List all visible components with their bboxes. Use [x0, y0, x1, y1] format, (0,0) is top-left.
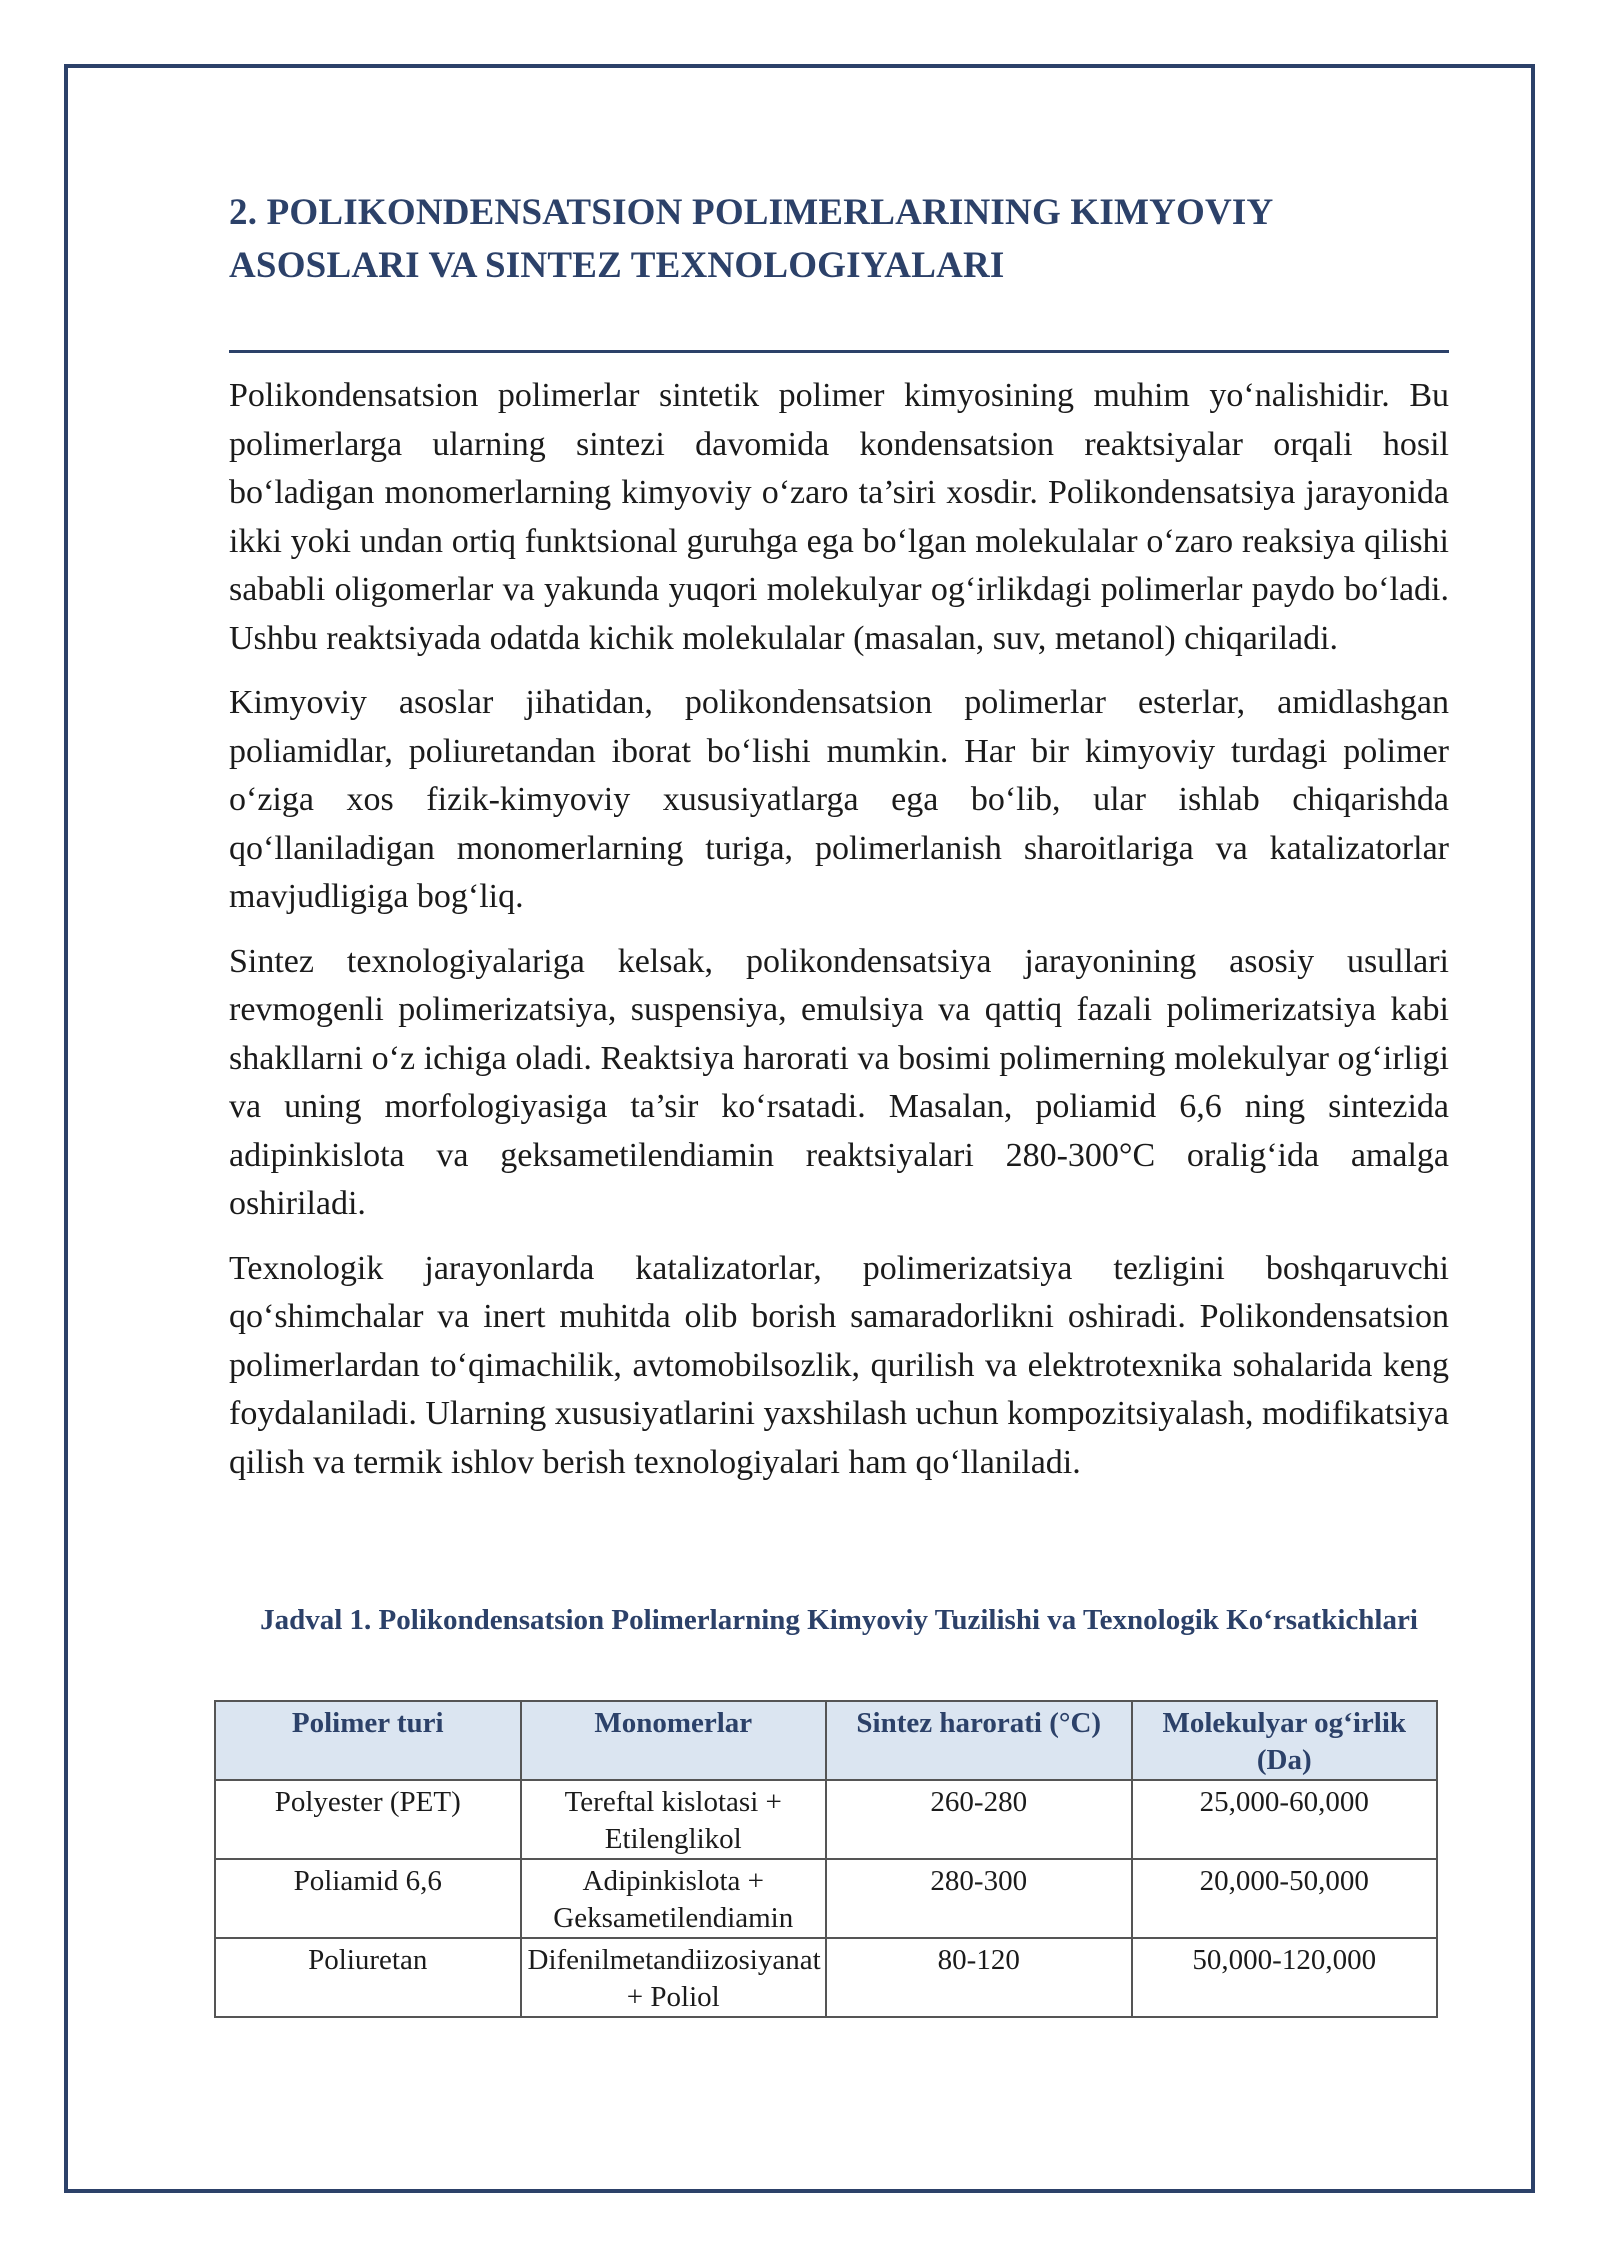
table-cell: 260-280 — [826, 1780, 1132, 1859]
table-cell: Adipinkislota + Geksametilendiamin — [521, 1859, 827, 1938]
table-row — [215, 1780, 1437, 1859]
table-cell: Poliuretan — [215, 1938, 521, 2017]
paragraph: Kimyoviy asoslar jihatidan, polikondensatsion polimerlar esterlar, amidlashgan poliamidlar, poliuretandan iborat bo‘lishi mumkin. Har bir kimyoviy turdagi polimer o‘ziga xos fizik-kimyoviy xususiyatlarga ega bo‘lib, ular ishlab chiqarishda qo‘llaniladigan monomerlarning turiga, polimerlanish sharoitlariga va katalizatorlar mavjudligiga bog‘liq. — [229, 684, 1449, 915]
table-header-cell: Sintez harorati (°C) — [826, 1701, 1132, 1780]
heading-divider — [229, 350, 1449, 353]
table-cell: 20,000-50,000 — [1132, 1859, 1438, 1938]
table-cell: Tereftal kislotasi + Etilenglikol — [521, 1780, 827, 1859]
paragraph: Sintez texnologiyalariga kelsak, polikondensatsiya jarayonining asosiy usullari revmogenli polimerizatsiya, suspensiya, emulsiya va qattiq fazali polimerizatsiya kabi shakllarni o‘z ichiga oladi. Reaktsiya harorati va bosimi polimerning molekulyar og‘irligi va uning morfologiyasiga ta’sir ko‘rsatadi. Masalan, poliamid 6,6 ning sintezida adipinkislota va geksametilendiamin reaktsiyalari 280-300°C oralig‘ida amalga oshiriladi. — [229, 942, 1449, 1222]
table-cell: Polyester (PET) — [215, 1780, 521, 1859]
table-cell: 25,000-60,000 — [1132, 1780, 1438, 1859]
table-cell: 280-300 — [826, 1859, 1132, 1938]
paragraph: Polikondensatsion polimerlar sintetik polimer kimyosining muhim yo‘nalishidir. Bu polimerlarga ularning sintezi davomida kondensatsion reaktsiyalar orqali hosil bo‘ladigan monomerlarning kimyoviy o‘zaro ta’siri xosdir. Polikondensatsiya jarayonida ikki yoki undan ortiq funktsional guruhga ega bo‘lgan molekulalar o‘zaro reaksiya qilishi sababli oligomerlar va yakunda yuqori molekulyar og‘irlikdagi polimerlar paydo bo‘ladi. Ushbu reaktsiyada odatda kichik molekulalar (masalan, suv, metanol) chiqariladi. — [229, 377, 1449, 657]
table-header-cell: Molekulyar og‘irlik (Da) — [1132, 1701, 1438, 1780]
table-header-cell: Polimer turi — [215, 1701, 521, 1780]
table-header-cell: Monomerlar — [521, 1701, 827, 1780]
body-text — [229, 372, 1449, 1503]
table-header-row — [215, 1701, 1437, 1780]
data-table — [214, 1700, 1438, 2018]
paragraph: Texnologik jarayonlarda katalizatorlar, polimerizatsiya tezligini boshqaruvchi qo‘shimchalar va inert muhitda olib borish samaradorlikni oshiradi. Polikondensatsion polimerlardan to‘qimachilik, avtomobilsozlik, qurilish va elektrotexnika sohalarida keng foydalaniladi. Ularning xususiyatlarini yaxshilash uchun kompozitsiyalash, modifikatsiya qilish va termik ishlov berish texnologiyalari ham qo‘llaniladi. — [229, 1249, 1449, 1481]
table-row — [215, 1859, 1437, 1938]
table-row — [215, 1938, 1437, 2017]
table-caption: Jadval 1. Polikondensatsion Polimerlarning Kimyoviy Tuzilishi va Texnologik Ko‘rsatkichlari — [260, 1604, 1418, 1636]
table-cell: 50,000-120,000 — [1132, 1938, 1438, 2017]
section-heading: 2. POLIKONDENSATSION POLIMERLARINING KIMYOVIY ASOSLARI VA SINTEZ TEXNOLOGIYALARI — [229, 192, 1273, 286]
table-cell: 80-120 — [826, 1938, 1132, 2017]
table-cell: Poliamid 6,6 — [215, 1859, 521, 1938]
table-cell: Difenilmetandiizosiyanat + Poliol — [521, 1938, 827, 2017]
